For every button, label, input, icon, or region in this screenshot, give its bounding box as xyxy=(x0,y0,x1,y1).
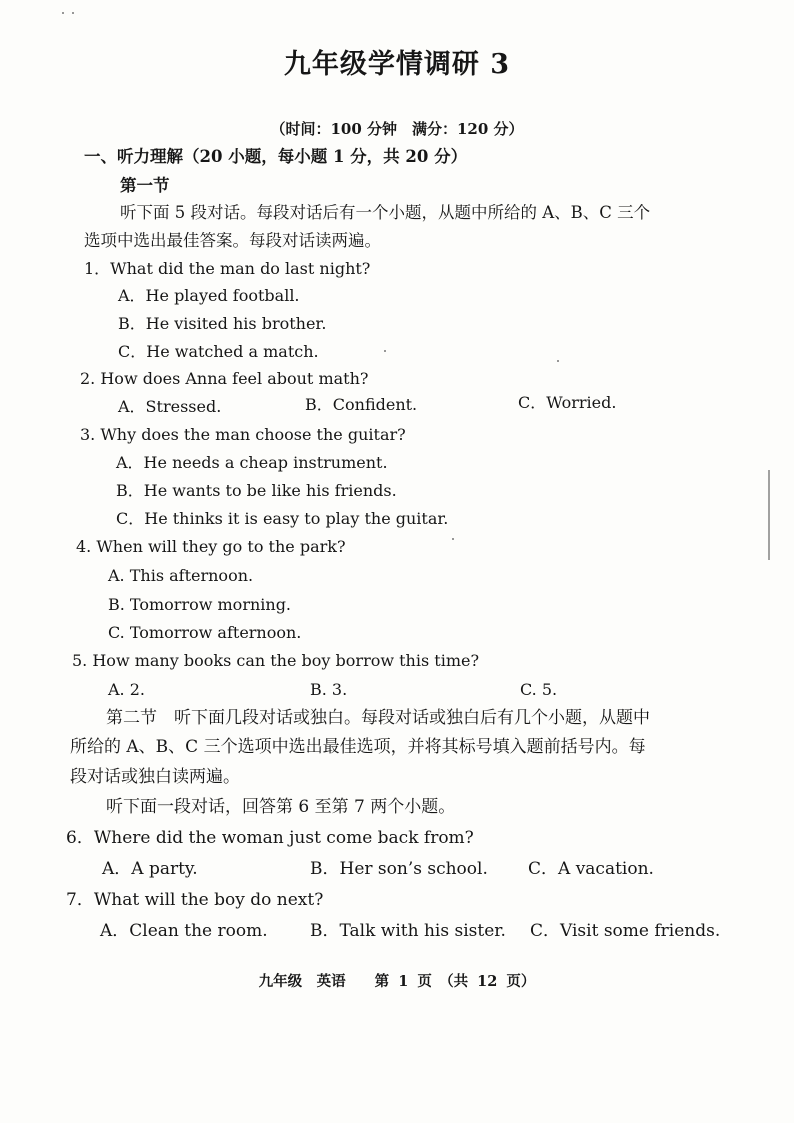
question-option: A. This afternoon. xyxy=(108,566,254,585)
question-stem: 4. When will they go to the park? xyxy=(76,537,346,556)
question-option: B．Confident. xyxy=(305,395,418,414)
scan-speck xyxy=(452,538,454,540)
part2-instruction-line3: 段对话或独白读两遍。 xyxy=(70,767,240,787)
question-option: B. 3. xyxy=(310,680,348,699)
question-option: A．A party. xyxy=(102,859,198,879)
question-option: C. Tomorrow afternoon. xyxy=(108,623,302,642)
scan-speck xyxy=(72,12,74,14)
question-option: A. 2. xyxy=(108,680,145,699)
part2-instruction-line1: 第二节 听下面几段对话或独白。每段对话或独白后有几个小题，从题中 xyxy=(106,708,650,728)
question-option: A．Stressed. xyxy=(118,397,222,416)
part1-heading: 第一节 xyxy=(120,176,170,195)
part1-instruction-line1: 听下面 5 段对话。每段对话后有一个小题，从题中所给的 A、B、C 三个 xyxy=(120,203,651,222)
question-stem: 7．What will the boy do next? xyxy=(66,890,324,910)
question-option: B．Talk with his sister. xyxy=(310,921,506,941)
scan-speck xyxy=(384,350,386,352)
question-option: C．A vacation. xyxy=(528,859,654,879)
question-option: A．He needs a cheap instrument. xyxy=(116,453,388,472)
question-option: B．He wants to be like his friends. xyxy=(116,481,397,500)
question-option: C．Worried. xyxy=(518,393,617,412)
question-stem: 5. How many books can the boy borrow this time? xyxy=(72,651,480,670)
part1-instruction-line2: 选项中选出最佳答案。每段对话读两遍。 xyxy=(84,231,381,250)
page-footer: 九年级 英语 第 1 页 （共 12 页） xyxy=(258,973,536,990)
page-title: 九年级学情调研 3 xyxy=(283,49,511,80)
section-heading: 一、听力理解（20 小题，每小题 1 分，共 20 分） xyxy=(84,147,468,166)
scan-speck xyxy=(557,360,559,362)
question-option: A．He played football. xyxy=(118,286,300,305)
question-stem: 2. How does Anna feel about math? xyxy=(80,369,369,388)
question-stem: 6．Where did the woman just come back from? xyxy=(66,828,474,848)
question-option: C．He thinks it is easy to play the guitar. xyxy=(116,509,449,528)
scan-artifact-line xyxy=(768,470,770,560)
question-option: B．Her son’s school. xyxy=(310,859,488,879)
question-stem: 3. Why does the man choose the guitar? xyxy=(80,425,406,444)
question-option: A．Clean the room. xyxy=(100,921,268,941)
question-option: C．Visit some friends. xyxy=(530,921,721,941)
part2-sub-instruction: 听下面一段对话，回答第 6 至第 7 两个小题。 xyxy=(106,797,456,817)
question-option: C．He watched a match. xyxy=(118,342,319,361)
part2-instruction-line2: 所给的 A、B、C 三个选项中选出最佳选项，并将其标号填入题前括号内。每 xyxy=(70,737,646,757)
scan-speck xyxy=(62,12,64,14)
exam-meta: （时间：100 分钟 满分：120 分） xyxy=(270,120,524,138)
question-stem: 1．What did the man do last night? xyxy=(84,259,371,278)
question-option: C. 5. xyxy=(520,680,558,699)
question-option: B. Tomorrow morning. xyxy=(108,595,292,614)
question-option: B．He visited his brother. xyxy=(118,314,327,333)
